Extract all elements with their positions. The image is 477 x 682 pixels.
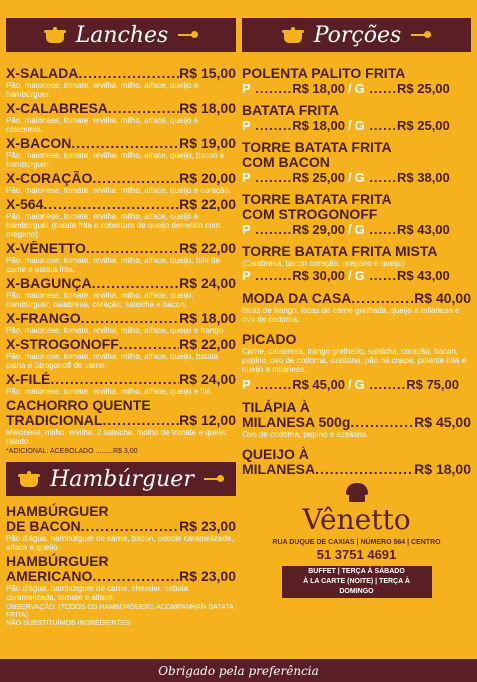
size-p-label: P xyxy=(242,170,251,185)
price-p: R$ 30,00 xyxy=(292,268,345,283)
item-title: POLENTA PALITO FRITA xyxy=(242,65,406,81)
item-name: X-CALABRESA xyxy=(6,101,108,116)
tilapia-name: MILANESA 500g xyxy=(242,415,351,430)
price-p: R$ 25,00 xyxy=(292,170,345,185)
moda-desc: Iscas de frango, iscas de carne grelhada, queijo a milanesa e ovo de codorna. xyxy=(242,306,460,324)
size-p-label: P xyxy=(242,118,251,133)
spoon-icon xyxy=(204,473,224,485)
moda-name: MODA DA CASA xyxy=(242,291,352,306)
queijo-name: MILANESA xyxy=(242,462,316,477)
item-price: R$ 20,00 xyxy=(179,171,236,186)
item-price: R$ 19,00 xyxy=(179,136,236,151)
item-desc: Pão d'água, hambúrguer de carne, bacon, cebola caramelizada, alface e queijo. xyxy=(6,534,234,552)
picado-price-g: R$ 75,00 xyxy=(406,377,459,392)
queijo-title: QUEIJO À xyxy=(242,446,309,462)
lanche-item xyxy=(6,311,236,335)
item-name: AMERICANO xyxy=(6,569,93,584)
item-title: COM STROGONOFF xyxy=(242,206,378,222)
size-g-label: G xyxy=(354,222,365,237)
porcao-price-line: P ........ R$ 18,00 / G ...... R$ 25,00 xyxy=(242,118,450,133)
item-desc: Pão, maionese, tomate, ervilha, milho, alface, queijo e filé. xyxy=(6,387,213,396)
lanche-item xyxy=(6,66,236,99)
size-p-label: P xyxy=(242,268,251,283)
tilapia-item xyxy=(242,400,471,439)
item-desc: (Calabresa, bacon coração, orégano e queijo) xyxy=(242,259,405,268)
pot-icon xyxy=(282,27,304,43)
porcao-item xyxy=(242,244,471,283)
brand-phone: 51 3751 4691 xyxy=(316,547,397,562)
tilapia-title: TILÁPIA À xyxy=(242,399,310,415)
porcao-item xyxy=(242,66,471,96)
porcao-item xyxy=(242,103,471,133)
item-name: X-564 xyxy=(6,197,44,212)
size-p-label: P xyxy=(242,222,251,237)
item-desc: Pão, maionese, tomate, ervilha, milho, alface, queijo e calabresa. xyxy=(6,116,199,134)
item-price: R$ 18,00 xyxy=(179,101,236,116)
lanche-item xyxy=(6,197,236,239)
item-desc: Pão, maionese, tomate, ervilha, milho, alface, queijo e hambúrguer. xyxy=(6,81,199,99)
cachorro-price: R$ 12,00 xyxy=(179,413,236,428)
porcoes-list xyxy=(242,66,471,283)
picado-price-p: R$ 45,00 xyxy=(292,377,345,392)
item-desc: Pão, maionese, tomate, ervilha, milho, alface, queijo, bacon e hambúrguer. xyxy=(6,151,225,169)
item-name: X-VÊNETTO xyxy=(6,241,86,256)
cachorro-item xyxy=(6,398,236,446)
lanches-list xyxy=(6,66,236,396)
item-desc: Pão d'água, hambúrguer de carne, cheeder, cebola caramelizada, tomate e alface. xyxy=(6,584,189,602)
item-title: TORRE BATATA FRITA MISTA xyxy=(242,243,438,259)
item-title: COM BACON xyxy=(242,154,330,170)
item-name: X-STROGONOFF xyxy=(6,337,119,352)
hamburguer-obs2: NÃO SUBSTITUÍMOS INGREDIENTES xyxy=(6,620,131,627)
lanches-column xyxy=(6,0,236,628)
item-desc: Pão, maionese, tomate, ervilha, milho, alface, queijo, hambúrguer, calabresa, coração, salsicha e bacon. xyxy=(6,291,194,309)
porcoes-banner xyxy=(242,18,471,52)
porcao-price-line: P ........ R$ 29,00 / G ...... R$ 43,00 xyxy=(242,222,450,237)
pot-icon xyxy=(18,471,40,487)
size-p-label: P xyxy=(242,81,251,96)
item-title: HAMBÚRGUER xyxy=(6,553,109,569)
porcoes-title: Porções xyxy=(313,22,402,48)
item-price: R$ 22,00 xyxy=(179,337,236,352)
lanche-item xyxy=(6,136,236,169)
item-title: TORRE BATATA FRITA xyxy=(242,191,392,207)
porcao-item xyxy=(242,140,471,185)
brand-block xyxy=(242,483,471,598)
item-price: R$ 24,00 xyxy=(179,372,236,387)
lanche-item xyxy=(6,276,236,309)
spoon-icon xyxy=(411,29,431,41)
cachorro-desc: Maionese, milho, ervilha, 2 salsicha, molho de tomate e queijo ralado. xyxy=(6,428,227,446)
item-title: TORRE BATATA FRITA xyxy=(242,139,392,155)
item-desc: Pão, maionese, tomate, ervilha, milho, alface, queijo e frango. xyxy=(6,326,226,335)
porcao-item xyxy=(242,192,471,237)
lanche-item xyxy=(6,372,236,396)
item-name: X-FRANGO xyxy=(6,311,81,326)
hours-buffet: BUFFET | TERÇA À SÁBADO xyxy=(308,568,405,575)
cachorro-name: TRADICIONAL xyxy=(6,413,103,428)
picado-desc: Carne, calabresa, frango grelhado, salsicha, coração, bacon, pepino, ovo de codorna, azeitona, pão na chapa, polenta frita e queijo a milanesa. xyxy=(242,347,467,374)
item-desc: Pão, maionese, tomate, ervilha, milho, alface, queijo, batata palha e Strogonoff de carne. xyxy=(6,352,219,370)
item-title: BATATA FRITA xyxy=(242,102,339,118)
lanches-title: Lanches xyxy=(75,22,169,48)
lanches-banner xyxy=(6,18,236,52)
item-name: DE BACON xyxy=(6,519,81,534)
item-price: R$ 22,00 xyxy=(179,241,236,256)
size-g-label: G xyxy=(354,118,365,133)
price-p: R$ 18,00 xyxy=(292,118,345,133)
picado-item: PICADO Carne, calabresa, frango grelhado, salsicha, coração, bacon, pepino, ovo de codorna, azeitona, pão na chapa, polenta frita e queijo a milanesa. P ........ R$ 45,00 / G ........ R$ 75,00 xyxy=(242,332,471,392)
chef-hat-icon xyxy=(344,483,370,503)
price-g: R$ 43,00 xyxy=(397,222,450,237)
hamburguer-banner xyxy=(6,462,236,496)
tilapia-price: R$ 45,00 xyxy=(414,415,471,430)
price-g: R$ 25,00 xyxy=(397,81,450,96)
hamburguer-list xyxy=(6,504,236,602)
item-price: R$ 24,00 xyxy=(179,276,236,291)
price-p: R$ 29,00 xyxy=(292,222,345,237)
lanche-item xyxy=(6,171,236,195)
item-price: R$ 23,00 xyxy=(179,519,236,534)
price-p: R$ 18,00 xyxy=(292,81,345,96)
lanche-item xyxy=(6,241,236,274)
picado-name: PICADO xyxy=(242,331,297,347)
size-g-label: G xyxy=(354,81,365,96)
item-name: X-BACON xyxy=(6,136,72,151)
porcao-price-line: P ........ R$ 30,00 / G ...... R$ 43,00 xyxy=(242,268,450,283)
size-g-label: G xyxy=(354,377,365,392)
item-name: X-CORAÇÃO xyxy=(6,171,93,186)
porcoes-column xyxy=(242,0,471,598)
brand-address: RUA DUQUE DE CAXIAS | NÚMERO 564 | CENTRO xyxy=(272,539,441,546)
item-name: X-SALADA xyxy=(6,66,79,81)
item-desc: Pão, maionese, tomate, ervilha, milho, alface, queijo, bife de carne e batata frita. xyxy=(6,256,220,274)
moda-price: R$ 40,00 xyxy=(414,291,471,306)
item-desc: Pão, maionese, tomate, ervilha, milho, alface, queijo e hambúrguer (batata frita e cobertura de queijo derretido com orégano). xyxy=(6,212,221,239)
price-g: R$ 38,00 xyxy=(397,170,450,185)
spoon-icon xyxy=(178,29,198,41)
hamburguer-item xyxy=(6,504,236,552)
size-g-label: G xyxy=(354,268,365,283)
lanche-item xyxy=(6,337,236,370)
hamburguer-obs: OBSERVAÇÃO: (TODOS OS HAMBÚRGUERS ACOMPANHAM BATATA FRITA) xyxy=(6,604,234,619)
item-price: R$ 23,00 xyxy=(179,569,236,584)
item-price: R$ 22,00 xyxy=(179,197,236,212)
item-price: R$ 15,00 xyxy=(179,66,236,81)
hamburguer-title: Hambúrguer xyxy=(50,466,194,492)
item-title: HAMBÚRGUER xyxy=(6,503,109,519)
moda-item xyxy=(242,291,471,324)
tilapia-desc: Ovo de codorna, pepino e azeitona. xyxy=(242,430,369,439)
price-g: R$ 43,00 xyxy=(397,268,450,283)
adicional-note: *ADICIONAL: ACEBOLADO .........R$ 3,00 xyxy=(6,448,138,455)
price-g: R$ 25,00 xyxy=(397,118,450,133)
item-name: X-FILÉ xyxy=(6,372,51,387)
porcao-price-line: P ........ R$ 25,00 / G ...... R$ 38,00 xyxy=(242,170,450,185)
queijo-price: R$ 18,00 xyxy=(414,462,471,477)
footer-thanks: Obrigado pela preferência xyxy=(0,659,477,682)
size-g-label: G xyxy=(354,170,365,185)
item-desc: Pão, maionese, tomate, ervilha, milho, alface, queijo e coração. xyxy=(6,186,232,195)
item-price: R$ 18,00 xyxy=(179,311,236,326)
lanche-item xyxy=(6,101,236,134)
porcao-price-line: P ........ R$ 18,00 / G ...... R$ 25,00 xyxy=(242,81,450,96)
queijo-item xyxy=(242,447,471,477)
size-p-label: P xyxy=(242,377,251,392)
pot-icon xyxy=(44,27,66,43)
hours-carte: À LA CARTE (NOITE) | TERÇA À DOMINGO xyxy=(303,578,410,595)
hamburguer-item xyxy=(6,554,236,602)
cachorro-title: CACHORRO QUENTE xyxy=(6,397,151,413)
hours-badge xyxy=(282,566,432,598)
brand-name: Vênetto xyxy=(302,503,411,536)
item-name: X-BAGUNÇA xyxy=(6,276,92,291)
